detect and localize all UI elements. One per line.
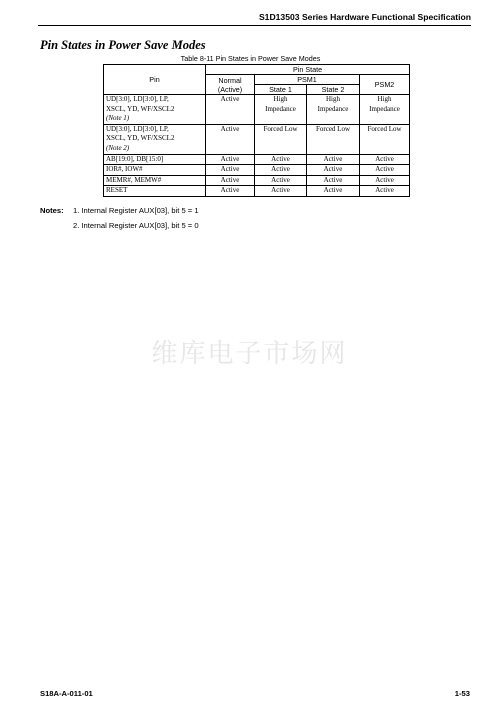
table-row bbox=[104, 175, 410, 186]
normal-cell: Active bbox=[206, 165, 255, 176]
state1-cell: Forced Low bbox=[255, 124, 307, 154]
state2-cell: Active bbox=[307, 165, 360, 176]
pin-text: UD[3:0], LD[3:0], LP, bbox=[106, 95, 169, 103]
value-text: Impedance bbox=[317, 104, 349, 113]
psm2-cell: Active bbox=[360, 165, 410, 176]
value-text: High bbox=[273, 95, 288, 103]
table-row bbox=[104, 154, 410, 165]
pin-states-table bbox=[103, 64, 410, 197]
header-state2: State 2 bbox=[307, 85, 360, 95]
table-row bbox=[104, 124, 410, 154]
pin-cell: MEMR#, MEMW# bbox=[104, 175, 206, 186]
normal-cell: Active bbox=[206, 175, 255, 186]
psm2-cell bbox=[360, 95, 410, 125]
value-text: High bbox=[326, 95, 340, 103]
header-state1: State 1 bbox=[255, 85, 307, 95]
table-row bbox=[104, 165, 410, 176]
table-row bbox=[104, 95, 410, 125]
note-reference: (Note 2) bbox=[106, 143, 130, 152]
page-header-title: S1D13503 Series Hardware Functional Specification bbox=[258, 12, 471, 22]
header-divider bbox=[38, 25, 471, 26]
psm2-cell: Active bbox=[360, 175, 410, 186]
normal-cell: Active bbox=[206, 154, 255, 165]
value-text: High bbox=[377, 95, 392, 103]
header-psm1: PSM1 bbox=[255, 75, 360, 85]
psm2-cell: Forced Low bbox=[360, 124, 410, 154]
pin-cell: AB[19:0], DB[15:0] bbox=[104, 154, 206, 165]
note-item bbox=[40, 203, 199, 218]
pin-cell bbox=[104, 95, 206, 125]
pin-cell: IOR#, IOW# bbox=[104, 165, 206, 176]
pin-cell: RESET bbox=[104, 186, 206, 197]
note-item bbox=[40, 218, 199, 233]
header-pin-state: Pin State bbox=[206, 65, 410, 75]
table-row bbox=[104, 186, 410, 197]
state1-cell: Active bbox=[255, 175, 307, 186]
watermark: 维库电子市场网 bbox=[151, 339, 348, 369]
state1-cell: Active bbox=[255, 186, 307, 197]
value-text: Impedance bbox=[265, 104, 296, 113]
header-normal bbox=[206, 75, 255, 95]
normal-cell: Active bbox=[206, 95, 255, 125]
psm2-cell: Active bbox=[360, 154, 410, 165]
state2-cell: Active bbox=[307, 175, 360, 186]
notes-block bbox=[40, 203, 199, 233]
note-text: 1. Internal Register AUX[03], bit 5 = 1 bbox=[73, 206, 199, 215]
footer-page-number: 1-53 bbox=[454, 689, 470, 698]
pin-text: UD[3:0], LD[3:0], LP, bbox=[106, 124, 169, 133]
section-title: Pin States in Power Save Modes bbox=[40, 38, 206, 52]
state2-cell bbox=[307, 95, 360, 125]
notes-label: Notes: bbox=[40, 206, 64, 215]
state1-cell: Active bbox=[255, 165, 307, 176]
note-reference: (Note 1) bbox=[106, 114, 130, 123]
pin-text: XSCL, YD, WF/XSCL2 bbox=[106, 104, 175, 113]
value-text: Impedance bbox=[369, 104, 400, 113]
state1-cell bbox=[255, 95, 307, 125]
header-normal-sublabel: (Active) bbox=[217, 84, 243, 94]
note-text: 2. Internal Register AUX[03], bit 5 = 0 bbox=[73, 221, 199, 230]
pin-cell bbox=[104, 124, 206, 154]
state2-cell: Active bbox=[307, 186, 360, 197]
header-normal-label: Normal bbox=[218, 75, 242, 85]
state2-cell: Active bbox=[307, 154, 360, 165]
normal-cell: Active bbox=[206, 186, 255, 197]
footer-document-number: S18A-A-011-01 bbox=[40, 689, 93, 698]
normal-cell: Active bbox=[206, 124, 255, 154]
table-caption: Table 8-11 Pin States in Power Save Modes bbox=[180, 54, 321, 63]
psm2-cell: Active bbox=[360, 186, 410, 197]
state1-cell: Active bbox=[255, 154, 307, 165]
state2-cell: Forced Low bbox=[307, 124, 360, 154]
header-pin: Pin bbox=[104, 65, 206, 95]
header-psm2: PSM2 bbox=[360, 75, 410, 95]
pin-text: XSCL, YD, WF/XSCL2 bbox=[106, 134, 175, 143]
